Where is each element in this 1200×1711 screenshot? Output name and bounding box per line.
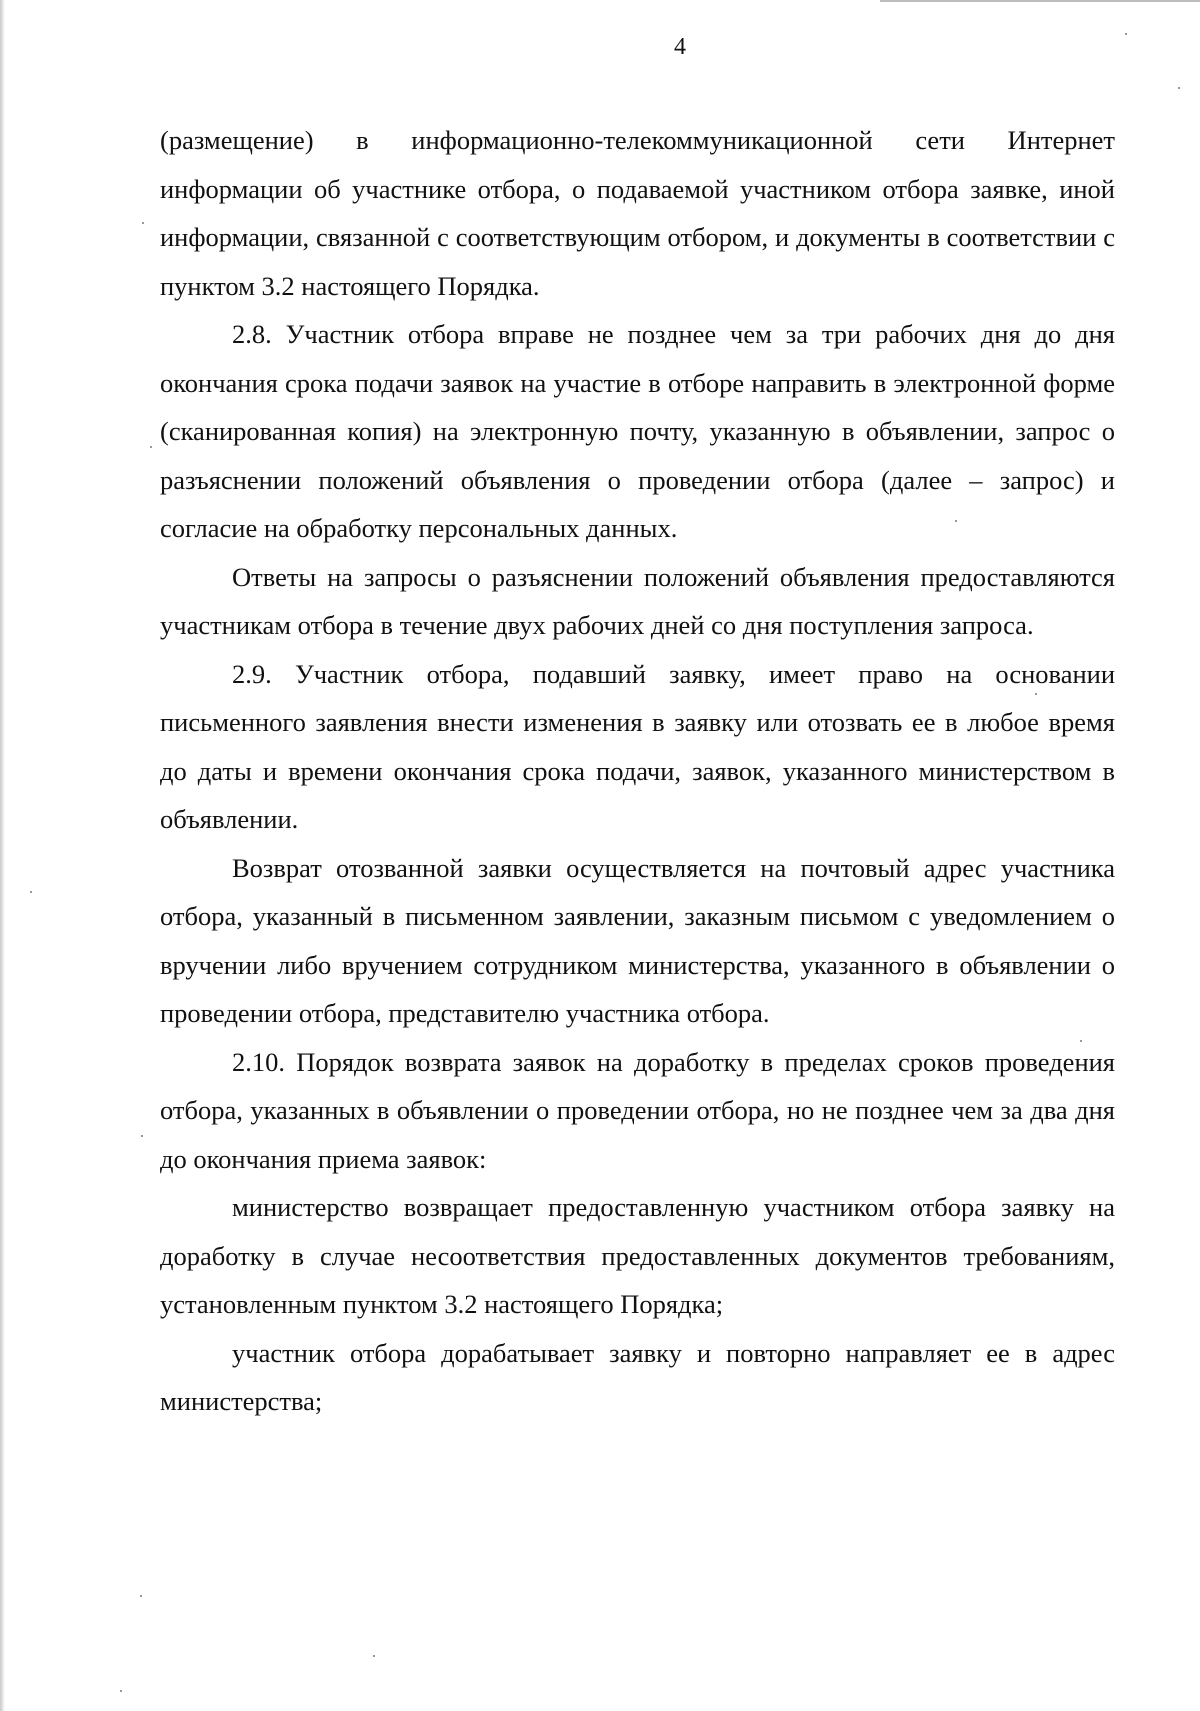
scan-speck	[142, 222, 144, 224]
scan-edge-top	[880, 0, 1200, 2]
scan-speck	[1178, 87, 1180, 89]
scan-speck	[140, 1595, 142, 1597]
scan-speck	[373, 1655, 375, 1657]
paragraph-participant-revises: участник отбора дорабатывает заявку и повторно направляет ее в адрес министерства;	[160, 1337, 1115, 1416]
paragraph-continuation: (размещение) в информационно-телекоммуникационной сети Интернет информации об участнике отбора, о подаваемой участником отбора заявке, иной информации, связанной с соответствующим отбором, и документы в соответствии с пунктом 3.2 настоящего Порядка.	[160, 125, 1115, 301]
document-body	[160, 116, 1115, 1426]
scan-speck	[1125, 33, 1127, 35]
scan-edge-left	[0, 0, 5, 1711]
paragraph-ministry-returns: министерство возвращает предоставленную участником отбора заявку на доработку в случае несоответствия предоставленных документов требованиям, установленным пунктом 3.2 настоящего Порядка;	[160, 1192, 1115, 1319]
paragraph-return: Возврат отозванной заявки осуществляется на почтовый адрес участника отбора, указанный в письменном заявлении, заказным письмом с уведомлением о вручении либо вручением сотрудником министерства, указанного в объявлении о проведении отбора, представителю участника отбора.	[160, 852, 1115, 1028]
scan-speck	[150, 446, 152, 448]
scan-speck	[955, 520, 957, 522]
scan-speck	[1080, 1040, 1082, 1042]
paragraph-2-10: 2.10. Порядок возврата заявок на доработку в пределах сроков проведения отбора, указанных в объявлении о проведении отбора, но не позднее чем за два дня до окончания приема заявок:	[160, 1046, 1115, 1174]
paragraph-answers: Ответы на запросы о разъяснении положений объявления предоставляются участникам отбора в течение двух рабочих дней со дня поступления запроса.	[160, 561, 1115, 640]
scan-speck	[120, 1690, 122, 1692]
scan-speck	[30, 891, 32, 893]
paragraph-2-9: 2.9. Участник отбора, подавший заявку, имеет право на основании письменного заявления внести изменения в заявку или отозвать ее в любое время до даты и времени окончания срока подачи, заявок, указанного министерством в объявлении.	[160, 658, 1115, 834]
scan-speck	[1035, 693, 1037, 695]
paragraph-2-8: 2.8. Участник отбора вправе не позднее чем за три рабочих дня до дня окончания срока подачи заявок на участие в отборе направить в электронной форме (сканированная копия) на электронную почту, указанную в объявлении, запрос о разъяснении положений объявления о проведении отбора (далее – запрос) и согласие на обработку персональных данных.	[160, 319, 1115, 543]
page-number: 4	[674, 34, 686, 60]
scan-speck	[141, 1135, 143, 1137]
